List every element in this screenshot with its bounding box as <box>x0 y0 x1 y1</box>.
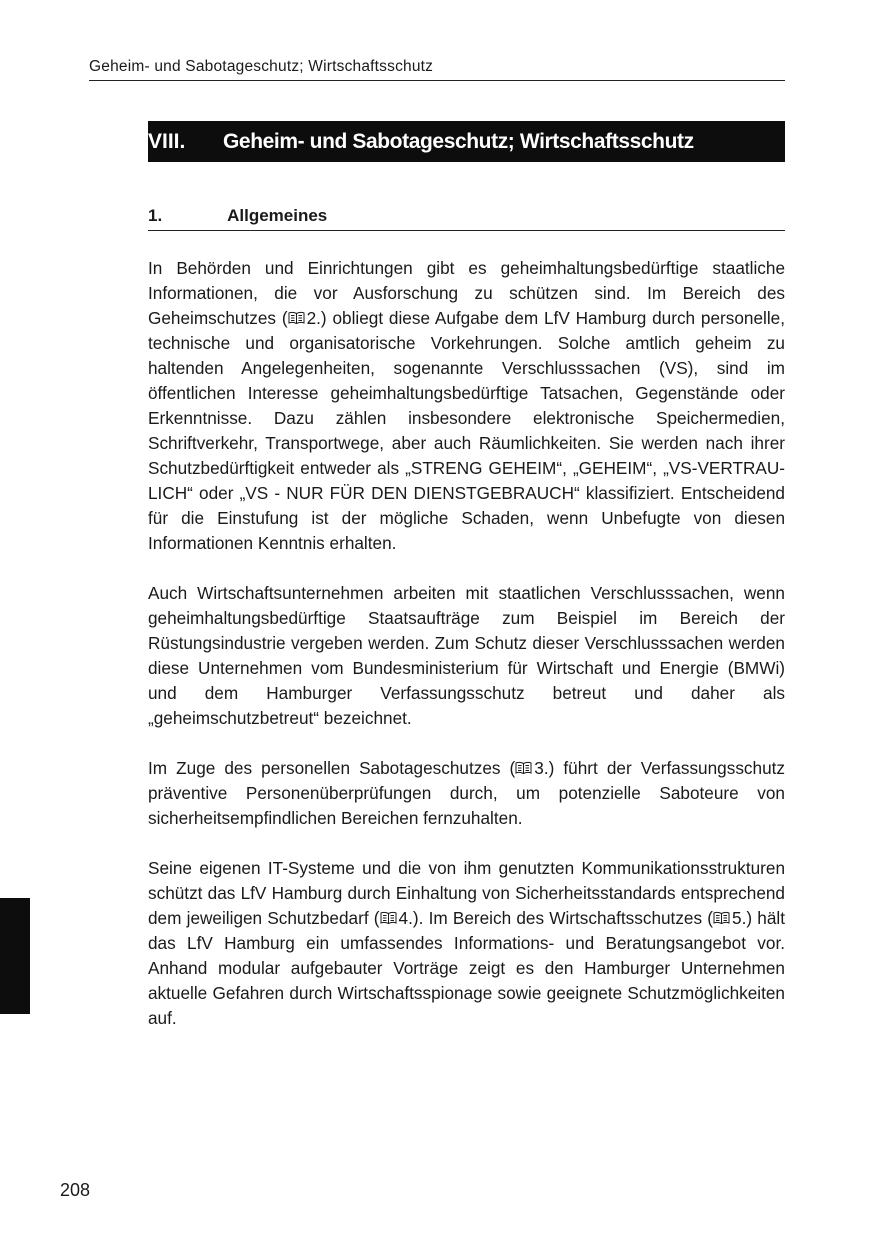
paragraph-text: In Behörden und Einrichtungen gibt es geheimhaltungsbedürftige staatliche Informationen, die vor Ausforschung zu schützen sind. Im Bereich des Geheimschutzes ( <box>148 258 785 328</box>
body-text <box>148 256 785 1056</box>
running-head: Geheim- und Sabotageschutz; Wirtschaftsschutz <box>89 58 785 81</box>
paragraph-text: ) hält das LfV Hamburg ein umfassendes Informations- und Beratungsangebot vor. Anhand modular aufgebauter Vorträge zeigt es den Hamburger Unternehmen aktuelle Gefahren durch Wirtschaftsspionage sowie geeignete Schutzmöglichkeiten auf. <box>148 908 785 1028</box>
section-heading <box>148 206 785 231</box>
paragraph-1 <box>148 256 785 556</box>
paragraph-3 <box>148 756 785 831</box>
chapter-heading <box>148 121 785 162</box>
paragraph-4 <box>148 856 785 1031</box>
chapter-title: Geheim- und Sabotageschutz; Wirtschaftsschutz <box>223 129 694 153</box>
paragraph-text: ) obliegt diese Aufgabe dem LfV Hamburg durch personelle, technische und organisatorische Vorkehrungen. Solche amtlich geheim zu haltenden Angelegenheiten, sogenannte Verschlusssachen (VS), sind im öffentlichen Interesse geheimhaltungsbedürftige Tatsachen, Gegenstände oder Erkenntnisse. Dazu zählen insbesondere elektronische Speichermedien, Schriftverkehr, Transportwege, aber auch Räumlichkeiten. Sie werden nach ihrer Schutzbedürftigkeit entweder als „STRENG GEHEIM“, „GEHEIM“, „VS-VERTRAULICH“ oder „VS - NUR FÜR DEN DIENSTGEBRAUCH“ klassifiziert. Entscheidend für die Einstufung ist der mögliche Schaden, wenn Unbefugte von diesen Informationen Kenntnis erhalten. <box>148 308 785 553</box>
book-icon <box>380 911 397 925</box>
chapter-thumb-tab <box>0 898 30 1014</box>
chapter-number: VIII. <box>148 129 186 153</box>
cross-reference: 4. <box>398 908 413 928</box>
cross-reference: 5. <box>732 908 747 928</box>
paragraph-text: Im Zuge des personellen Sabotageschutzes ( <box>148 758 516 778</box>
paragraph-text: ). Im Bereich des Wirtschaftsschutzes ( <box>412 908 714 928</box>
page-number: 208 <box>60 1180 91 1200</box>
cross-reference: 3. <box>534 758 549 778</box>
section-title: Allgemeines <box>227 206 328 225</box>
paragraph-2: Auch Wirtschaftsunternehmen arbeiten mit staatlichen Verschlusssachen, wenn geheimhaltungsbedürftige Staatsaufträge zum Beispiel im Bereich der Rüstungsindustrie vergeben werden. Zum Schutz dieser Verschlusssachen werden diese Unternehmen vom Bundesministerium für Wirtschaft und Energie (BMWi) und dem Hamburger Verfassungsschutz betreut und daher als „geheimschutzbetreut“ bezeichnet. <box>148 583 785 728</box>
cross-reference: 2. <box>306 308 321 328</box>
book-icon <box>713 911 730 925</box>
paragraph-text: Seine eigenen IT-Systeme und die von ihm genutzten Kommunikationsstrukturen schützt das LfV Hamburg durch Einhaltung von Sicherheitsstandards entsprechend dem jeweiligen Schutzbedarf ( <box>148 858 785 928</box>
book-icon <box>515 761 532 775</box>
section-number: 1. <box>148 206 163 225</box>
paragraph-text: ) führt der Verfassungsschutz präventive Personenüberprüfungen durch, um potenzielle Saboteure von sicherheitsempfindlichen Bereichen fernzuhalten. <box>148 758 785 828</box>
book-icon <box>288 311 305 325</box>
